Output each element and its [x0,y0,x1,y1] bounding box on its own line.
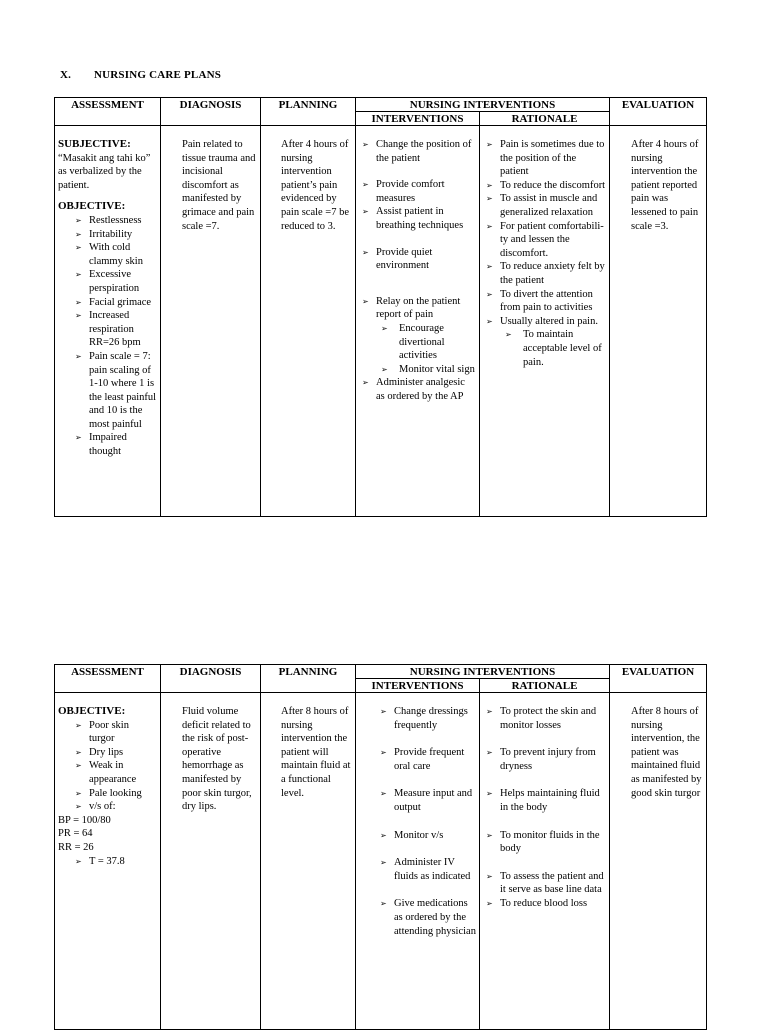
objective-label: OBJECTIVE: [58,705,126,717]
list-item: ➢ To reduce blood loss [483,897,606,911]
vital-rr: RR = 26 [58,841,94,853]
list-item: ➢ Dry lips [72,746,157,760]
list-item: ➢ Encourage divertional activities [359,322,476,363]
list-item: ➢ Poor skin turgor [72,719,157,746]
list-item: ➢ With cold clammy skin [72,241,157,268]
interventions-cell [356,126,480,517]
list-item: ➢ To assist in muscle and generalized relaxation [483,192,606,219]
header-evaluation: EVALUATION [610,98,707,126]
list-item: ➢ Helps maintaining fluid in the body [483,787,606,814]
list-item: ➢ To reduce anxiety felt by the patient [483,260,606,287]
planning-cell [261,693,356,1030]
list-item: ➢ Excessive perspiration [72,268,157,295]
list-item: ➢ Facial grimace [72,296,157,310]
list-item: ➢ Usually altered in pain. [483,315,606,329]
list-item: ➢ To assess the patient and it serve as base line data [483,870,606,897]
diagnosis-text: Fluid volume deficit related to the risk of post-operative hemorrhage as manifested by poor skin turgor, dry lips. [182,706,252,813]
list-item: ➢ Relay on the patient report of pain [359,295,476,322]
header-nursing-interventions: NURSING INTERVENTIONS [356,665,610,679]
diagnosis-cell [161,693,261,1030]
diagnosis-text: Pain related to tissue trauma and incisional discomfort as manifested by grimace and pain scale =7. [182,139,256,232]
header-evaluation: EVALUATION [610,665,707,693]
list-item: ➢ Assist patient in breathing techniques [359,205,476,232]
list-item: ➢ For patient comfortabili-ty and lessen the discomfort. [483,220,606,261]
rationale-list [483,705,606,911]
nursing-care-plan-table-fluid [54,664,707,1030]
list-item: ➢ Restlessness [72,214,157,228]
section-title: NURSING CARE PLANS [94,69,222,81]
assessment-cell [55,693,161,1030]
list-item: ➢ Change the position of the patient [359,138,476,165]
list-item: ➢ Irritability [72,228,157,242]
rationale-cell [480,693,610,1030]
objective-list [72,214,157,459]
list-item: ➢ To reduce the discomfort [483,179,606,193]
list-item: ➢ To protect the skin and monitor losses [483,705,606,732]
header-planning: PLANNING [261,665,356,693]
list-item: ➢ v/s of: [72,800,157,814]
header-assessment: ASSESSMENT [55,665,161,693]
section-number: X. [60,69,72,81]
list-item: ➢ Give medications as ordered by the attending physician [377,897,476,938]
list-item: ➢ Measure input and output [377,787,476,814]
header-interventions: INTERVENTIONS [356,112,480,126]
list-item: ➢ Impaired thought [72,431,157,458]
vital-bp: BP = 100/80 [58,814,111,826]
list-item: ➢ Administer analgesic as ordered by the AP [359,376,476,403]
planning-text: After 4 hours of nursing intervention patient’s pain evidenced by pain scale =7 be reduced to 3. [281,139,350,232]
header-nursing-interventions: NURSING INTERVENTIONS [356,98,610,112]
list-item: ➢ To maintain acceptable level of pain. [483,328,606,369]
planning-cell [261,126,356,517]
header-diagnosis: DIAGNOSIS [161,665,261,693]
list-item: ➢ Provide frequent oral care [377,746,476,773]
subjective-text: “Masakit ang tahi ko” as verbalized by the patient. [58,152,151,191]
interventions-list [359,138,476,404]
diagnosis-cell [161,126,261,517]
list-item: ➢ To divert the attention from pain to activities [483,288,606,315]
vital-pr: PR = 64 [58,828,93,840]
list-item: ➢ Monitor v/s [377,829,476,843]
list-item: ➢ Pain is sometimes due to the position of the patient [483,138,606,179]
header-interventions: INTERVENTIONS [356,679,480,693]
evaluation-text: After 8 hours of nursing intervention, the patient was maintained fluid as manifested by good skin turgor [631,706,702,799]
assessment-cell [55,126,161,517]
interventions-cell [356,693,480,1030]
list-item: ➢ Provide quiet environment [359,246,476,273]
temperature-list [72,855,157,869]
list-item: ➢ Provide comfort measures [359,178,476,205]
evaluation-cell [610,693,707,1030]
header-diagnosis: DIAGNOSIS [161,98,261,126]
rationale-list [483,138,606,369]
evaluation-text: After 4 hours of nursing intervention the patient reported pain was lessened to pain scale =3. [631,139,699,232]
list-item: ➢ Monitor vital sign [359,363,476,377]
list-item: ➢ To monitor fluids in the body [483,829,606,856]
list-item: ➢ To prevent injury from dryness [483,746,606,773]
list-item: ➢ Pain scale = 7: pain scaling of 1-10 where 1 is the least painful and 10 is the most painful [72,350,157,432]
list-item: ➢ Change dressings frequently [377,705,476,732]
interventions-list [377,705,476,938]
header-assessment: ASSESSMENT [55,98,161,126]
evaluation-cell [610,126,707,517]
planning-text: After 8 hours of nursing intervention the patient will maintain fluid at a functional level. [281,706,351,799]
objective-list [72,719,157,814]
header-planning: PLANNING [261,98,356,126]
list-item: ➢ Administer IV fluids as indicated [377,856,476,883]
rationale-cell [480,126,610,517]
list-item: ➢ T = 37.8 [72,855,157,869]
list-item: ➢ Increased respiration RR=26 bpm [72,309,157,350]
objective-label: OBJECTIVE: [58,200,126,213]
nursing-care-plan-table-pain [54,97,707,517]
section-heading [60,69,221,83]
header-rationale: RATIONALE [480,112,610,126]
list-item: ➢ Pale looking [72,787,157,801]
subjective-label: SUBJECTIVE: [58,138,131,150]
list-item: ➢ Weak in appearance [72,759,157,786]
header-rationale: RATIONALE [480,679,610,693]
